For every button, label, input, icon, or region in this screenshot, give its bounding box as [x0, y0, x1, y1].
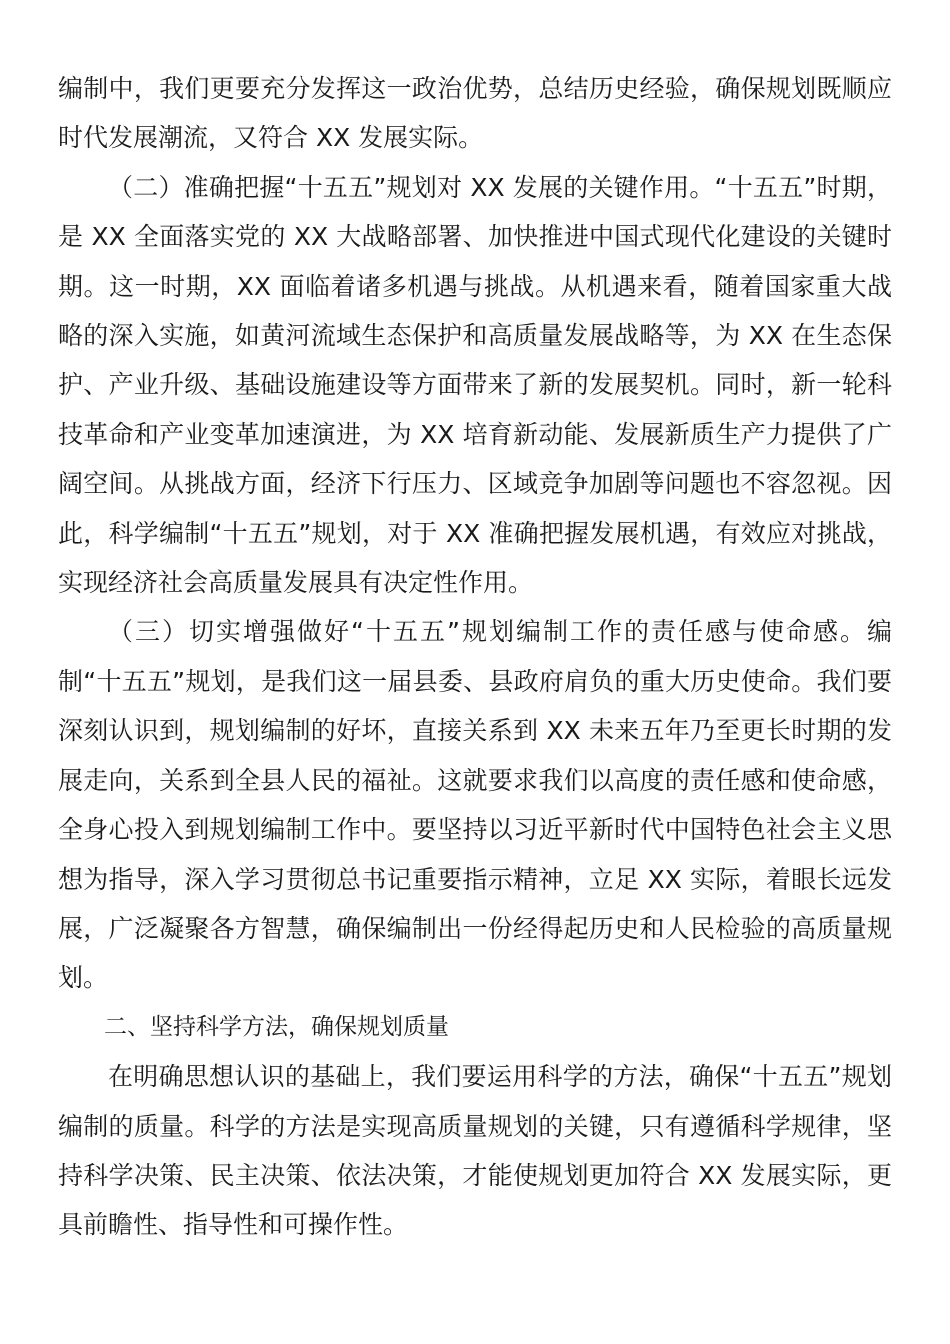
paragraph-scientific-method: 在明确思想认识的基础上，我们要运用科学的方法，确保“十五五”规划编制的质量。科学的方法是实现高质量规划的关键，只有遵循科学规律，坚持科学决策、民主决策、依法决策，才能使规划更加符合 XX 发展实际，更具前瞻性、指导性和可操作性。: [58, 1062, 892, 1240]
paragraph-continuation: 编制中，我们更要充分发挥这一政治优势，总结历史经验，确保规划既顺应时代发展潮流，又符合 XX 发展实际。: [58, 74, 892, 153]
paragraph-responsibility: （三）切实增强做好“十五五”规划编制工作的责任感与使命感。编制“十五五”规划，是我们这一届县委、县政府肩负的重大历史使命。我们要深刻认识到，规划编制的好坏，直接关系到 XX 未来五年乃至更长时期的发展走向，关系到全县人民的福祉。这就要求我们以高度的责任感和使命感，全身心投入到规划编制工作中。要坚持以习近平新时代中国特色社会主义思想为指导，深入学习贯彻总书记重要指示精神，立足 XX 实际，着眼长远发展，广泛凝聚各方智慧，确保编制出一份经得起历史和人民检验的高质量规划。: [58, 617, 892, 993]
document-body: [58, 64, 892, 1250]
paragraph-key-role: （二）准确把握“十五五”规划对 XX 发展的关键作用。“十五五”时期，是 XX 全面落实党的 XX 大战略部署、加快推进中国式现代化建设的关键时期。这一时期，XX 面临着诸多机遇与挑战。从机遇来看，随着国家重大战略的深入实施，如黄河流域生态保护和高质量发展战略等，为 XX 在生态保护、产业升级、基础设施建设等方面带来了新的发展契机。同时，新一轮科技革命和产业变革加速演进，为 XX 培育新动能、发展新质生产力提供了广阔空间。从挑战方面，经济下行压力、区域竞争加剧等问题也不容忽视。因此，科学编制“十五五”规划，对于 XX 准确把握发展机遇，有效应对挑战，实现经济社会高质量发展具有决定性作用。: [58, 172, 892, 598]
section-heading: 二、坚持科学方法，确保规划质量: [104, 1013, 449, 1040]
